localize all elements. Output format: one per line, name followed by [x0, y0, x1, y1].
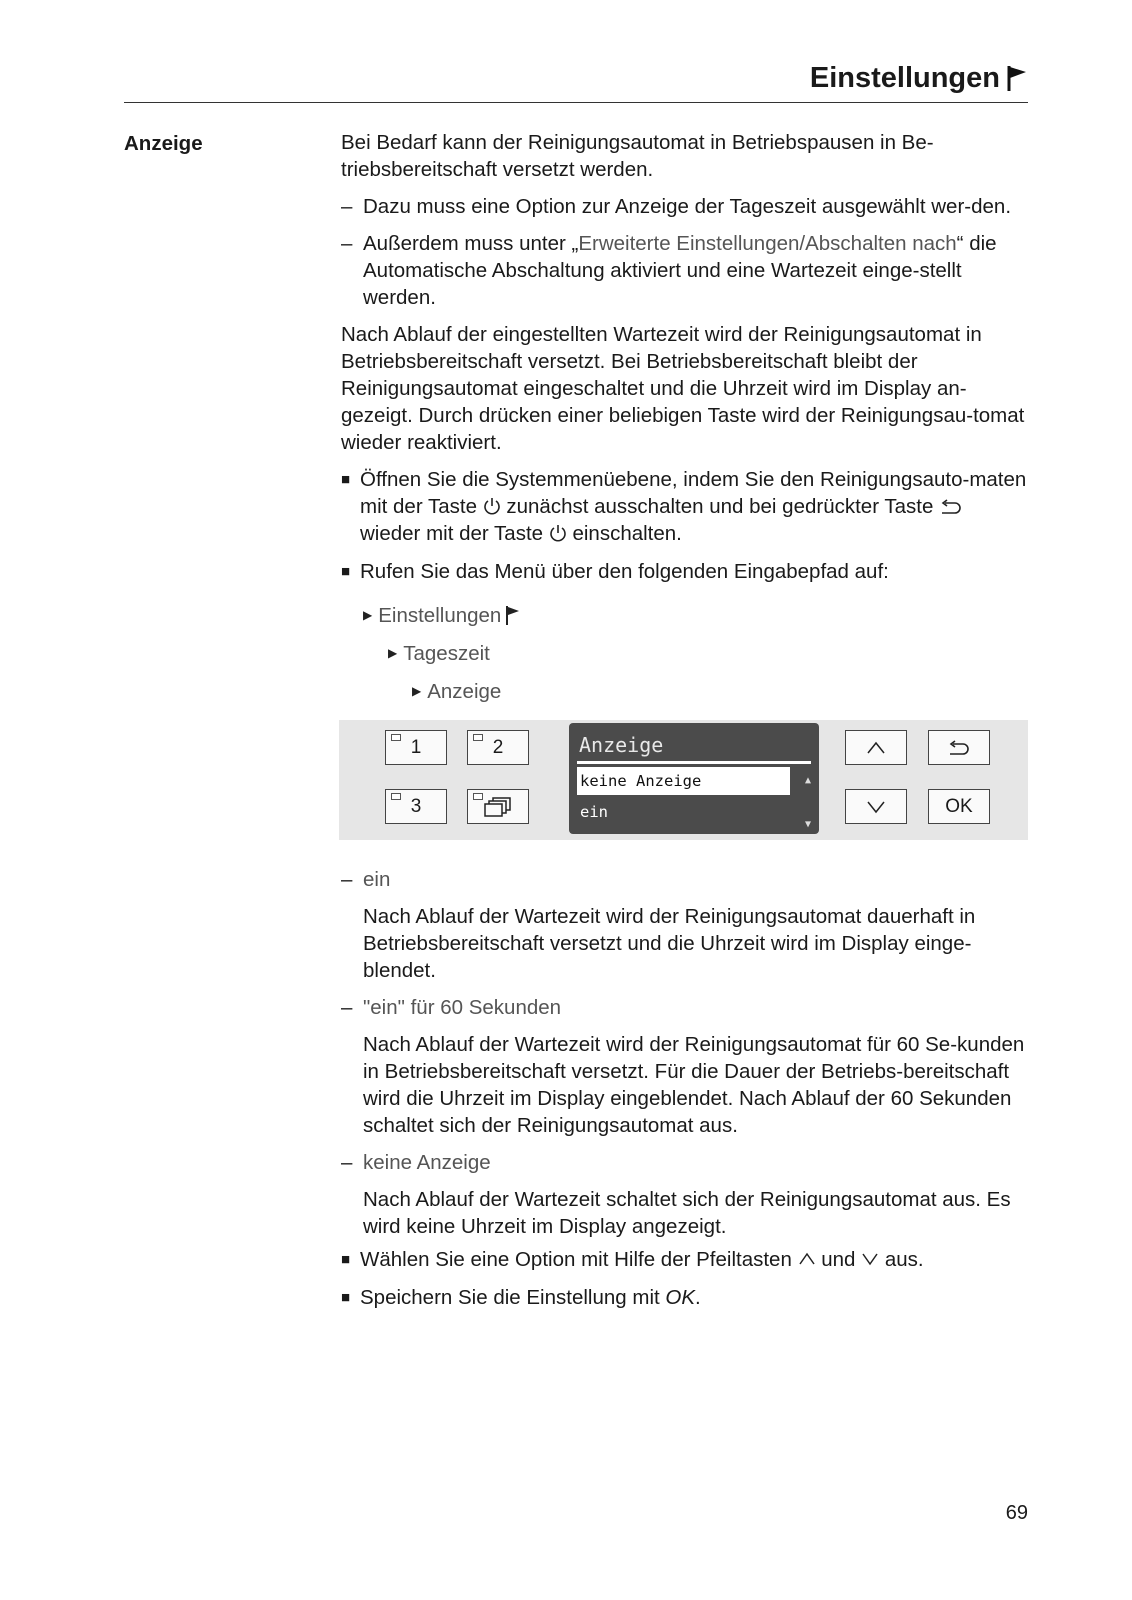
option-name: keine Anzeige [363, 1151, 491, 1174]
flag-icon [1006, 64, 1028, 92]
bullet-square-icon: ■ [341, 1289, 351, 1306]
requirement-item: – Dazu muss eine Option zur Anzeige der Tageszeit ausgewählt wer-den. [341, 195, 1012, 218]
bullet-square-icon: ■ [341, 471, 351, 488]
step-select-option: ■ Wählen Sie eine Option mit Hilfe der Pfeiltasten und aus. [341, 1248, 924, 1271]
led-indicator [473, 793, 483, 800]
display-title: Anzeige [577, 731, 811, 764]
option-name: ein [363, 868, 391, 891]
flag-icon [505, 604, 521, 626]
back-icon [939, 499, 963, 515]
caret-right-icon: ▶ [412, 683, 422, 698]
arrow-down-button[interactable] [845, 789, 907, 824]
intro-paragraph: Bei Bedarf kann der Reinigungsautomat in Betriebspausen in Be-triebsbereitschaft versetzt werden. [341, 131, 934, 181]
arrow-up-icon [866, 741, 886, 755]
display-option-selected[interactable]: keine Anzeige [577, 767, 790, 795]
option-description: Nach Ablauf der Wartezeit wird der Reinigungsautomat für 60 Se-kunden in Betriebsbereitschaft versetzt. Für die Dauer der Betriebs-bereitschaft wird die Uhrzeit im Display eingeblendet. Nach Ablauf der 60 Sekunden schaltet sich der Reinigungsautomat aus. [363, 1033, 1025, 1137]
program-button-1[interactable]: 1 [385, 730, 447, 765]
more-programs-button[interactable] [467, 789, 529, 824]
arrow-up-icon [798, 1252, 816, 1266]
program-button-3[interactable]: 3 [385, 789, 447, 824]
ok-key-reference: OK [665, 1286, 696, 1309]
menu-path-level-2: ▶ Tageszeit [388, 641, 490, 665]
main-content [341, 129, 1028, 1322]
option-description: Nach Ablauf der Wartezeit schaltet sich der Reinigungsautomat aus. Es wird keine Uhrzeit im Display angezeigt. [363, 1188, 1011, 1238]
requirement-text: Außerdem muss unter „Erweiterte Einstellungen/Abschalten nach“ die Automatische Abschaltung aktiviert und eine Wartezeit einge-stellt werden. [363, 232, 997, 309]
step-call-menu: ■ Rufen Sie das Menü über den folgenden Eingabepfad auf: [341, 560, 889, 583]
display-option[interactable]: ein [580, 803, 608, 821]
requirement-item: – Außerdem muss unter „Erweiterte Einstellungen/Abschalten nach“ die Automatische Abschaltung aktiviert und eine Wartezeit einge-stellt werden. [341, 230, 1028, 311]
power-icon [549, 523, 567, 543]
header-title: Einstellungen [809, 62, 1000, 94]
back-button[interactable] [928, 730, 990, 765]
scroll-down-icon: ▼ [804, 819, 811, 830]
page-number: 69 [1005, 1502, 1028, 1524]
arrow-up-button[interactable] [845, 730, 907, 765]
option-item: – keine Anzeige [341, 1151, 491, 1174]
scroll-up-icon: ▲ [804, 775, 811, 786]
menu-path-reference: Erweiterte Einstellungen/Abschalten nach [578, 232, 957, 255]
led-indicator [391, 793, 401, 800]
power-icon [483, 496, 501, 516]
arrow-down-icon [861, 1252, 879, 1266]
section-heading: Anzeige [124, 132, 203, 155]
after-wait-paragraph: Nach Ablauf der eingestellten Wartezeit wird der Reinigungsautomat in Betriebsbereitschaft versetzt. Bei Betriebsbereitschaft bleibt der Reinigungsautomat eingeschaltet und die Uhrzeit wird im Display an-gezeigt. Durch drücken einer beliebigen Taste wird der Reinigungsau-tomat wieder reaktiviert. [341, 323, 1025, 454]
step-open-menu: ■ Öffnen Sie die Systemmenüebene, indem Sie den Reinigungsauto-maten mit der Taste zunächst ausschalten und bei gedrückter Taste wieder mit der Taste einschalten. [341, 468, 1027, 545]
option-item: – "ein" für 60 Sekunden [341, 996, 562, 1019]
option-item: – ein [341, 868, 391, 891]
menu-path-level-1: ▶ Einstellungen [341, 596, 1028, 634]
menu-path-level-3: ▶ Anzeige [412, 679, 502, 703]
caret-right-icon: ▶ [388, 645, 398, 660]
option-description: Nach Ablauf der Wartezeit wird der Reinigungsautomat dauerhaft in Betriebsbereitschaft versetzt und die Uhrzeit wird im Display einge-blendet. [363, 905, 976, 982]
led-indicator [473, 734, 483, 741]
display-screen [569, 723, 819, 834]
caret-right-icon: ▶ [363, 607, 373, 622]
header-divider [124, 102, 1028, 103]
back-icon [947, 740, 971, 756]
step-save: ■ Speichern Sie die Einstellung mit OK. [341, 1286, 701, 1309]
page-header [810, 58, 1028, 98]
bullet-square-icon: ■ [341, 1251, 351, 1268]
program-button-2[interactable]: 2 [467, 730, 529, 765]
bullet-square-icon: ■ [341, 563, 351, 580]
option-name: "ein" für 60 Sekunden [363, 996, 562, 1019]
multi-window-icon [483, 796, 513, 818]
control-panel-illustration [339, 720, 1028, 840]
led-indicator [391, 734, 401, 741]
arrow-down-icon [866, 800, 886, 814]
ok-button[interactable]: OK [928, 789, 990, 824]
requirement-text: Dazu muss eine Option zur Anzeige der Tageszeit ausgewählt wer-den. [363, 195, 1012, 218]
